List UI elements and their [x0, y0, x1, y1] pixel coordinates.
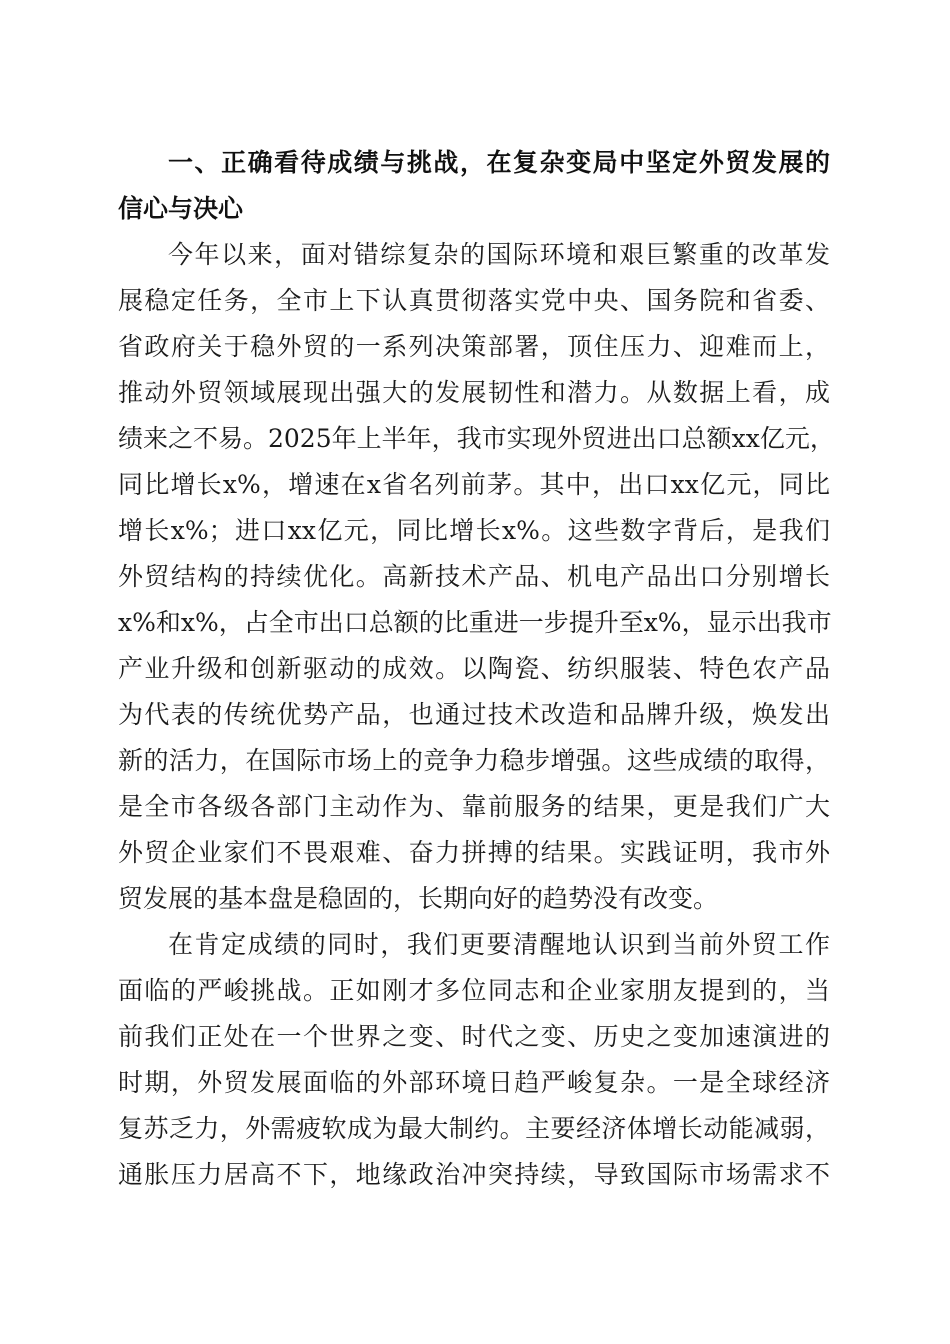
paragraph-1-line: 展稳定任务，全市上下认真贯彻落实党中央、国务院和省委、 — [118, 286, 830, 315]
paragraph-2-line: 时期，外贸发展面临的外部环境日趋严峻复杂。一是全球经济 — [118, 1068, 830, 1097]
paragraph-1-line: 增长x%；进口xx亿元，同比增长x%。这些数字背后，是我们 — [118, 516, 830, 545]
paragraph-1-line: 产业升级和创新驱动的成效。以陶瓷、纺织服装、特色农产品 — [118, 654, 830, 683]
paragraph-2-line: 通胀压力居高不下，地缘政治冲突持续，导致国际市场需求不 — [118, 1160, 830, 1189]
paragraph-1-line: 省政府关于稳外贸的一系列决策部署，顶住压力、迎难而上， — [118, 332, 830, 361]
paragraph-2-line: 复苏乏力，外需疲软成为最大制约。主要经济体增长动能减弱， — [118, 1114, 830, 1143]
paragraph-1-line: 今年以来，面对错综复杂的国际环境和艰巨繁重的改革发 — [168, 240, 830, 269]
paragraph-1-line: x%和x%，占全市出口总额的比重进一步提升至x%，显示出我市 — [118, 608, 832, 637]
paragraph-1-line: 绩来之不易。2025年上半年，我市实现外贸进出口总额xx亿元， — [118, 424, 835, 453]
section-heading-line-2: 信心与决心 — [118, 194, 244, 223]
paragraph-1-line: 新的活力，在国际市场上的竞争力稳步增强。这些成绩的取得， — [118, 746, 830, 775]
paragraph-1-line: 推动外贸领域展现出强大的发展韧性和潜力。从数据上看，成 — [118, 378, 830, 407]
paragraph-2-line: 前我们正处在一个世界之变、时代之变、历史之变加速演进的 — [118, 1022, 830, 1051]
paragraph-1-line: 外贸结构的持续优化。高新技术产品、机电产品出口分别增长 — [118, 562, 830, 591]
paragraph-1-line: 同比增长x%，增速在x省名列前茅。其中，出口xx亿元，同比 — [118, 470, 830, 499]
paragraph-1-line: 是全市各级各部门主动作为、靠前服务的结果，更是我们广大 — [118, 792, 830, 821]
section-heading-line-1: 一、正确看待成绩与挑战，在复杂变局中坚定外贸发展的 — [168, 148, 830, 177]
paragraph-1-line: 为代表的传统优势产品，也通过技术改造和品牌升级，焕发出 — [118, 700, 830, 729]
paragraph-2-line: 在肯定成绩的同时，我们更要清醒地认识到当前外贸工作 — [168, 930, 830, 959]
paragraph-1-line: 贸发展的基本盘是稳固的，长期向好的趋势没有改变。 — [118, 884, 719, 913]
paragraph-2-line: 面临的严峻挑战。正如刚才多位同志和企业家朋友提到的，当 — [118, 976, 830, 1005]
paragraph-1-line: 外贸企业家们不畏艰难、奋力拼搏的结果。实践证明，我市外 — [118, 838, 830, 867]
